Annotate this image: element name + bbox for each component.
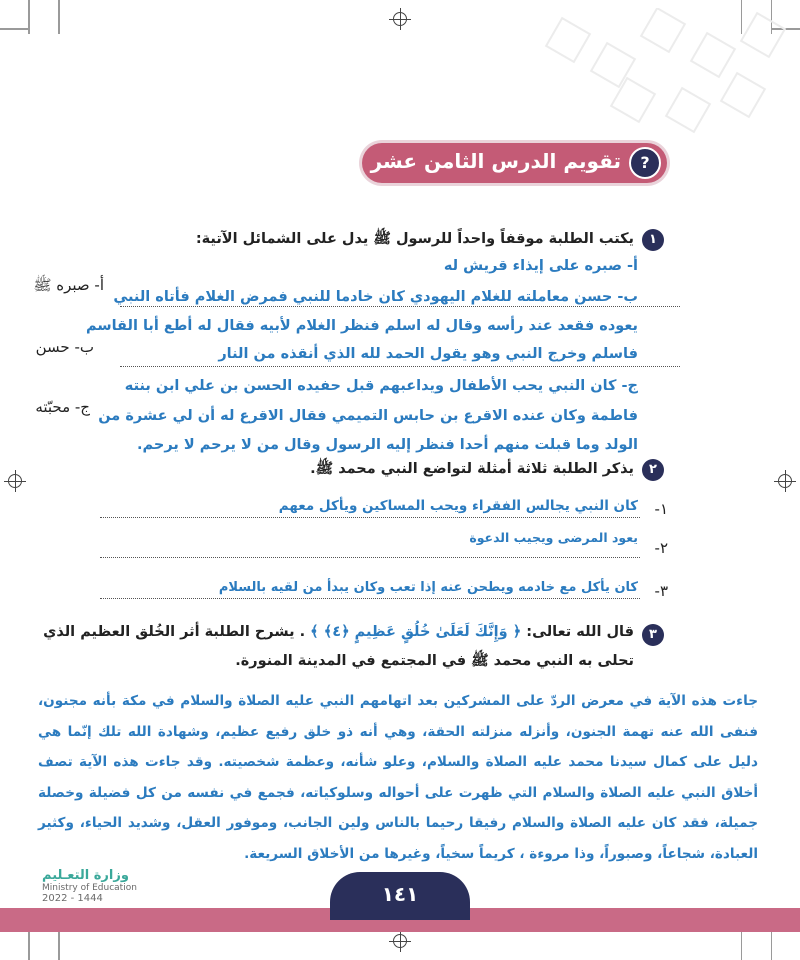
crop-mark: [771, 930, 773, 960]
edition-year: 2022 - 1444: [42, 893, 103, 904]
ministry-name-ar: وزارة التعـليم: [42, 868, 129, 883]
answer-line: [120, 365, 680, 367]
answer-text: يعود المرضى ويجيب الدعوة: [469, 530, 638, 545]
crop-mark: [0, 28, 28, 30]
answer-text: كان النبي يجالس الفقراء ويحب المساكين ويأكل معهم: [278, 498, 638, 514]
answer-text: فاطمة وكان عنده الاقرع بن حابس التميمي فقال الاقرع له أن لي عشرة من: [98, 408, 638, 424]
registration-mark-icon: [393, 934, 407, 948]
registration-mark-icon: [393, 12, 407, 26]
answer-line: [100, 516, 640, 518]
decorative-pattern: [530, 8, 800, 138]
crop-mark: [58, 0, 60, 34]
item-label: ب- حسن: [35, 338, 94, 356]
registration-mark-icon: [8, 474, 22, 488]
registration-mark-icon: [778, 474, 792, 488]
crop-mark: [28, 930, 30, 960]
answer-text: كان يأكل مع خادمه ويطحن عنه إذا تعب وكان يبدأ من لقيه بالسلام: [218, 580, 638, 595]
item-label: أ- صبره ﷺ: [33, 276, 104, 294]
quran-verse: ﴿ وَإِنَّكَ لَعَلَىٰ خُلُقٍ عَظِيمٍ ﴿٤﴾ ﴾: [310, 624, 522, 640]
item-label: ج- محبّته: [35, 398, 90, 416]
question-number: ٢: [642, 459, 664, 481]
question-text: يكتب الطلبة موقفاً واحداً للرسول ﷺ يدل على الشمائل الآتية:: [195, 231, 634, 247]
answer-text: ب- حسن معاملته للغلام اليهودي كان خادما للنبي فمرض الغلام فأتاه النبي: [113, 289, 638, 305]
question-text-line2: تحلى به النبي محمد ﷺ في المجتمع في المدينة المنورة.: [235, 653, 634, 669]
question-intro: قال الله تعالى:: [526, 624, 634, 640]
answer-line: [100, 597, 640, 599]
ministry-logo: [42, 868, 137, 904]
item-label: ٣-: [654, 582, 668, 600]
answer-text: ج- كان النبي يحب الأطفال ويداعبهم قبل حفيده الحسن بن علي ابن بنته: [124, 378, 638, 394]
crop-mark: [741, 930, 743, 960]
answer-text: الولد وما قبلت منهم أحدا فنظر إليه الرسول وقال من لا يرحم لا يرحم.: [137, 437, 638, 453]
item-label: ٢-: [654, 539, 668, 557]
question-number: ١: [642, 229, 664, 251]
item-label: ١-: [654, 500, 668, 518]
answer-text: يعوده فقعد عند رأسه وقال له اسلم فنظر الغلام لأبيه فقال له أطع أبا القاسم: [85, 318, 638, 334]
ministry-name-en: Ministry of Education: [42, 883, 137, 893]
question-text: يذكر الطلبة ثلاثة أمثلة لتواضع النبي محمد ﷺ.: [310, 461, 634, 477]
page-number: ١٤١: [330, 872, 470, 920]
question-number: ٣: [642, 624, 664, 646]
crop-mark: [58, 930, 60, 960]
answer-line: [100, 556, 640, 558]
section-title: تقويم الدرس الثامن عشر: [370, 149, 621, 173]
answer-paragraph: جاءت هذه الآية في معرض الردّ على المشركين بعد اتهامهم النبي عليه الصلاة والسلام في مكة بأنه مجنون، فنفى الله عنه تهمة الجنون، وأنزله منزلته الحقة، وهي أنه ذو خلق رفيع عظيم، وشهادة الله تلك إنّما هي دليل على كمال سيدنا محمد عليه الصلاة والسلام، وعلو شأنه، وعظمة شخصيته. وقد جاءت هذه الآية تصف أخلاق النبي عليه الصلاة والسلام التي ظهرت على أحواله وسلوكياته، فجمع في نفسه من كل فضيلة وخصلة جميلة، فقد كان عليه الصلاة والسلام رفيقا رحيما بالناس ولين الجانب، وموفور العقل، وشديد الحياء، وكثير العبادة، شجاعاً، وصبوراً، وذا مروءة ، كريماً سخياً، وغيرها من الأخلاق السريعة.: [38, 693, 758, 862]
crop-mark: [28, 0, 30, 34]
question-badge-icon: ?: [629, 147, 661, 179]
answer-text: أ- صبره على إيذاء قريش له: [443, 258, 638, 274]
answer-line: [120, 305, 680, 307]
question-text-continued: . يشرح الطلبة أثر الخُلق العظيم الذي: [43, 624, 306, 640]
question-text: [43, 624, 634, 640]
section-banner: [362, 143, 667, 183]
answer-text: فاسلم وخرج النبي وهو يقول الحمد لله الذي أنقذه من النار: [218, 346, 638, 362]
